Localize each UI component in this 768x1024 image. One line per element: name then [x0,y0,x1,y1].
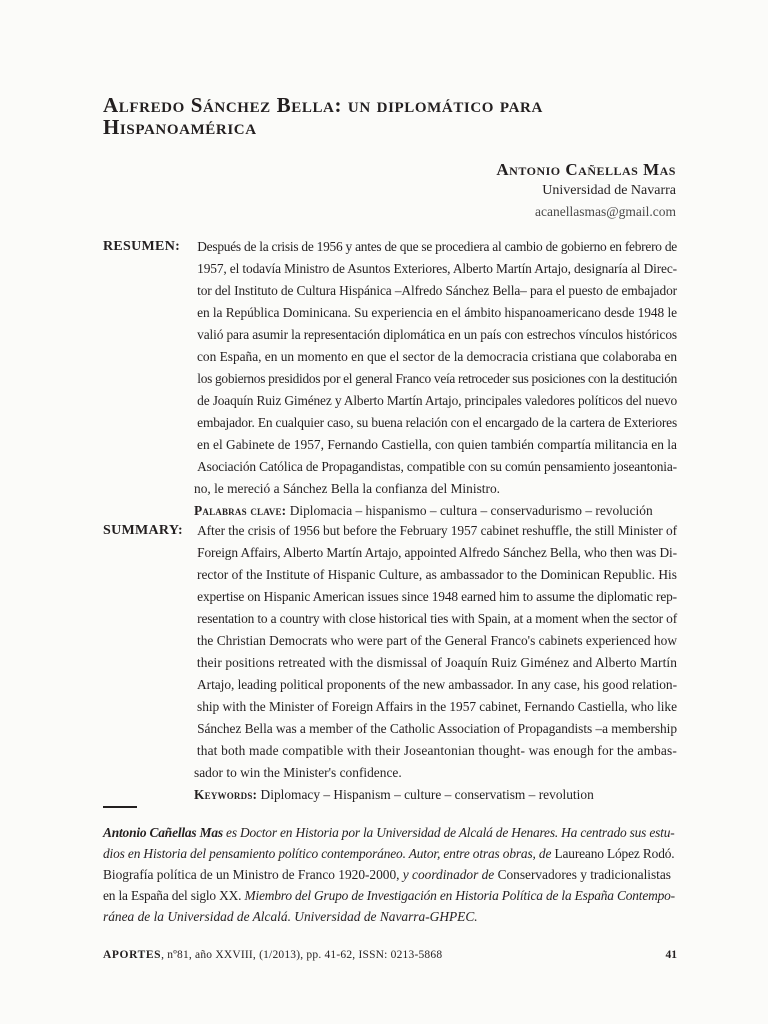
summary-line: Foreign Affairs, Alberto Martín Artajo, appointed Alfredo Sánchez Bella, who then was Di- [197,545,677,560]
summary-keywords-label: Keywords: [194,787,258,802]
journal-name: APORTES [103,949,162,961]
summary-line: rector of the Institute of Hispanic Culture, as ambassador to the Dominican Republic. His [196,567,677,582]
author-footnote [103,822,677,927]
resumen-line: en la República Dominicana. Su experiencia en el ámbito hispanoamericano desde 1948 le [197,305,677,320]
resumen-line: los gobiernos presididos por el general Franco veía retroceder sus posiciones con la destitución [197,371,677,386]
resumen-keywords [194,500,653,522]
footnote-book-title: Conservadores y tradicionalistas [497,867,671,882]
journal-citation [103,946,442,964]
title-line: Hispanoamérica [103,115,257,139]
author-email: acanellasmas@gmail.com [534,204,676,219]
footnote-book-title: en la España del siglo XX. [103,888,245,903]
footnote-text: Miembro del Grupo de Investigación en Historia Política de la España Contempo- [244,888,675,903]
resumen-line: tor del Instituto de Cultura Hispánica –Alfredo Sánchez Bella– para el puesto de embajador [197,283,677,298]
summary-line: their positions retreated with the dismissal of Joaquín Ruiz Giménez and Alberto Martín [196,655,677,670]
resumen-line: valió para asumir la representación diplomática en un país con estrechos vínculos históricos [197,327,677,342]
footnote-text: es Doctor en Historia por la Universidad de Alcalá de Henares. Ha centrado sus estu- [222,825,675,840]
resumen-line: 1957, el todavía Ministro de Asuntos Exteriores, Alberto Martín Artajo, designaría al Direc- [197,261,677,276]
summary-line: expertise on Hispanic American issues since 1948 earned him to assume the diplomatic rep- [197,589,677,604]
summary-line: Sánchez Bella was a member of the Catholic Association of Propagandists –a membership [197,721,677,736]
author-name: Antonio Cañellas Mas [496,160,676,179]
summary-label: SUMMARY: [103,523,183,538]
resumen-line: de Joaquín Ruiz Giménez y Alberto Martín Artajo, principales valedores políticos del nuevo [197,393,677,408]
footnote-book-title: Biografía política de un Ministro de Franco 1920-2000, [103,867,403,882]
resumen-line: Asociación Católica de Propagandistas, compatible con su común pensamiento joseantonia- [197,459,677,474]
resumen-line: no, le mereció a Sánchez Bella la confianza del Ministro. [194,481,501,496]
resumen-line: embajador. En cualquier caso, su buena relación con el encargado de la cartera de Exteriores [197,415,677,430]
summary-keywords-text: Diplomacy – Hispanism – culture – conservatism – revolution [260,787,594,802]
resumen-line: Después de la crisis de 1956 y antes de que se procediera al cambio de gobierno en febrero de [197,239,677,254]
resumen-label: RESUMEN: [103,239,181,254]
summary-line: Artajo, leading political proponents of the new ambassador. In any case, his good relation- [197,677,677,692]
footnote-divider [103,806,137,808]
summary-line: the Christian Democrats who were part of the General Franco's cabinets experienced how [197,633,677,648]
summary-line: that both made compatible with their Joseantonian thought- was enough for the ambas- [196,743,677,758]
author-block [496,159,676,222]
footnote-text: ránea de la Universidad de Alcalá. Universidad de Navarra-GHPEC. [103,909,478,924]
footnote-text: y coordinador de [402,867,498,882]
summary-line: sador to win the Minister's confidence. [194,765,402,780]
title-line: Alfredo Sánchez Bella: un diplomático para [103,93,543,117]
summary-keywords [194,784,594,806]
resumen-line: en el Gabinete de 1957, Fernando Castiella, con quien también compartía militancia en la [197,437,677,452]
resumen-keywords-label: Palabras clave: [194,503,287,518]
footnote-author-name: Antonio Cañellas Mas [103,825,223,840]
summary-line: resentation to a country with close historical ties with Spain, at a moment when the sector of [197,611,677,626]
footnote-book-title: Laureano López Rodó. [554,846,675,861]
resumen-line: con España, en un momento en que el sector de la democracia cristiana que colaboraba en [197,349,677,364]
page-footer [103,946,677,966]
author-affiliation: Universidad de Navarra [542,183,676,198]
summary-section [103,520,677,806]
resumen-keywords-text: Diplomacia – hispanismo – cultura – conservadurismo – revolución [289,503,653,518]
citation-details: , nº81, año XXVIII, (1/2013), pp. 41-62, ISSN: 0213-5868 [161,949,443,961]
resumen-section [103,236,677,522]
article-title [103,94,683,138]
page-number: 41 [665,949,677,961]
summary-line: After the crisis of 1956 but before the February 1957 cabinet reshuffle, the still Minister of [197,523,677,538]
footnote-text: dios en Historia del pensamiento político contemporáneo. Autor, entre otras obras, de [103,846,555,861]
summary-line: ship with the Minister of Foreign Affairs in the 1957 cabinet, Fernando Castiella, who like [197,699,677,714]
